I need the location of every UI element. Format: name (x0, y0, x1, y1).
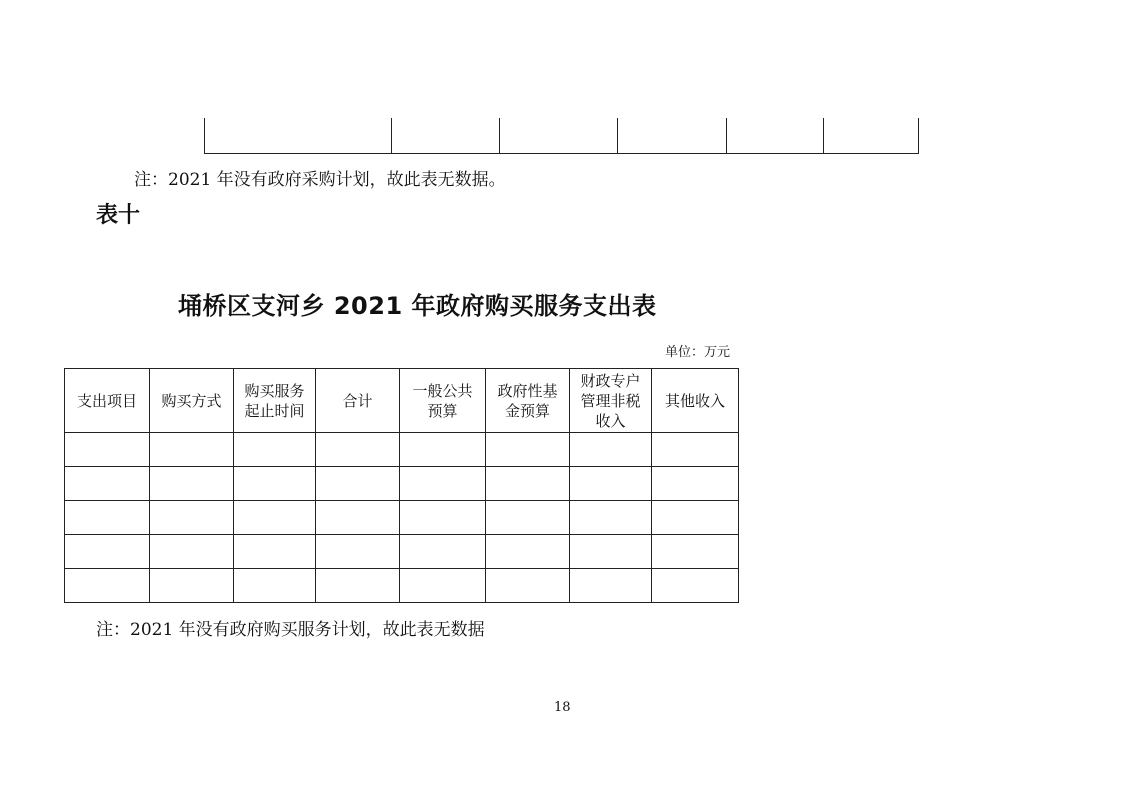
table-cell (316, 535, 400, 569)
service-expenditure-table (64, 368, 739, 603)
table-cell (205, 118, 392, 154)
table-cell (486, 569, 570, 603)
column-header-line: 金预算 (504, 401, 550, 420)
table-cell (486, 467, 570, 501)
table-cell (65, 535, 150, 569)
table-cell (400, 467, 486, 501)
column-header (65, 369, 150, 433)
table-cell (65, 433, 150, 467)
column-header (652, 369, 739, 433)
table-cell (400, 535, 486, 569)
table-header-row (65, 369, 739, 433)
table-cell (400, 569, 486, 603)
table-cell (618, 118, 727, 154)
column-header-line: 财政专户 (580, 371, 641, 390)
column-header (400, 369, 486, 433)
previous-table-bottom (204, 118, 919, 154)
table-cell (65, 467, 150, 501)
table-cell (400, 433, 486, 467)
table-cell (652, 433, 739, 467)
table-cell (234, 433, 316, 467)
column-header-line: 预算 (427, 401, 458, 420)
table-cell (570, 467, 652, 501)
table-cell (150, 501, 234, 535)
table-cell (570, 535, 652, 569)
column-header (234, 369, 316, 433)
table-cell (234, 467, 316, 501)
column-header (570, 369, 652, 433)
table-cell (500, 118, 618, 154)
table-cell (150, 569, 234, 603)
table-cell (570, 433, 652, 467)
table-cell (316, 569, 400, 603)
table-cell (150, 467, 234, 501)
column-header-line: 购买服务 (244, 381, 305, 400)
table-cell (570, 501, 652, 535)
table-row (65, 501, 739, 535)
column-header-line: 政府性基 (497, 381, 558, 400)
table-row (65, 569, 739, 603)
unit-label: 单位：万元 (665, 345, 731, 360)
table-cell (486, 433, 570, 467)
column-header-line: 收入 (595, 411, 626, 430)
table-cell (65, 569, 150, 603)
table-cell (824, 118, 919, 154)
column-header (486, 369, 570, 433)
column-header-line: 购买方式 (161, 391, 222, 410)
column-header (316, 369, 400, 433)
column-header-line: 起止时间 (244, 401, 305, 420)
table-cell (234, 501, 316, 535)
table-cell (234, 535, 316, 569)
table-cell (400, 501, 486, 535)
column-header (150, 369, 234, 433)
column-header-line: 合计 (342, 391, 373, 410)
table-cell (234, 569, 316, 603)
page-number: 18 (554, 700, 571, 715)
table-cell (652, 467, 739, 501)
column-header-line: 一般公共 (412, 381, 473, 400)
table-cell (486, 501, 570, 535)
table-number-label: 表十 (96, 203, 141, 228)
page-title: 埇桥区支河乡 2021 年政府购买服务支出表 (178, 292, 657, 320)
table-cell (727, 118, 824, 154)
table-cell (316, 501, 400, 535)
column-header-line: 其他收入 (664, 391, 725, 410)
table-row (65, 535, 739, 569)
table-row (205, 118, 919, 154)
column-header-line: 管理非税 (580, 391, 641, 410)
table-cell (316, 467, 400, 501)
table-cell (392, 118, 500, 154)
table-cell (150, 535, 234, 569)
table-row (65, 433, 739, 467)
table-cell (652, 569, 739, 603)
table-cell (486, 535, 570, 569)
table-cell (150, 433, 234, 467)
table-cell (652, 535, 739, 569)
procurement-note: 注：2021 年没有政府采购计划，故此表无数据。 (134, 170, 506, 190)
table-body (65, 433, 739, 603)
table-cell (316, 433, 400, 467)
service-purchase-note: 注：2021 年没有政府购买服务计划，故此表无数据 (96, 620, 485, 640)
table-cell (652, 501, 739, 535)
column-header-line: 支出项目 (76, 391, 137, 410)
table-cell (570, 569, 652, 603)
table-cell (65, 501, 150, 535)
table-row (65, 467, 739, 501)
